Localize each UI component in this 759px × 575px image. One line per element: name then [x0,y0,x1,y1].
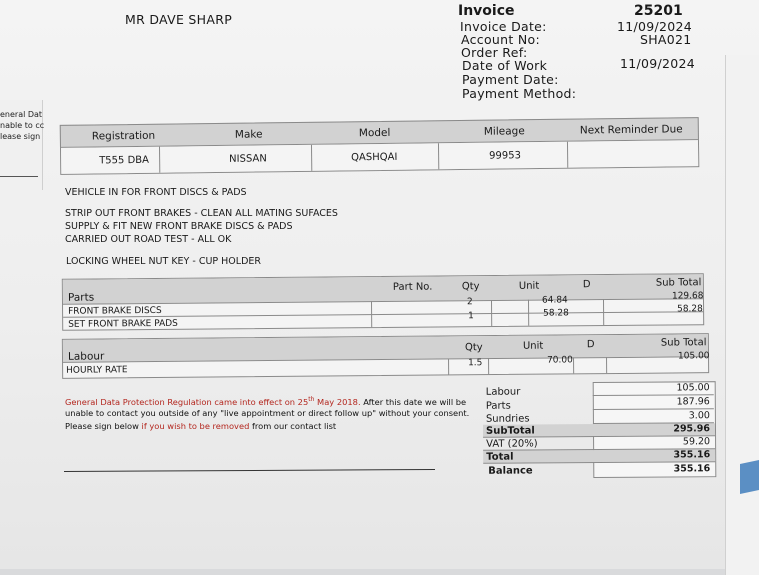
labour-header-qty: Qty [464,342,483,354]
labour-header-label: Labour [67,350,105,363]
parts-header-partno: Part No. [392,281,433,293]
work-note-5: LOCKING WHEEL NUT KEY - CUP HOLDER [66,256,261,267]
invoice-title: Invoice [458,3,515,19]
parts-row-2-desc: SET FRONT BRAKE PADS [68,318,178,330]
payment-method-label: Payment Method: [462,86,577,101]
vehicle-model-value: QASHQAI [351,151,398,164]
vehicle-header-mileage: Mileage [483,125,525,138]
totals-vat-label: VAT (20%) [486,438,538,450]
vehicle-header-registration: Registration [91,129,156,143]
labour-table [62,333,709,379]
vehicle-registration-value: T555 DBA [99,154,150,167]
vehicle-header-make: Make [234,128,263,141]
gdpr-line-3 [65,421,336,431]
work-note-4: CARRIED OUT ROAD TEST - ALL OK [65,234,232,245]
invoice-date-label: Invoice Date: [460,19,547,34]
order-ref-label: Order Ref: [461,45,528,60]
gdpr-line-1-red: General Data Protection Regulation came into effect on 25 [65,396,309,407]
work-note-1: VEHICLE IN FOR FRONT DISCS & PADS [65,187,247,198]
vehicle-header-model: Model [358,126,391,140]
gdpr-line-1 [65,396,466,407]
parts-header-subtotal: Sub Total [655,277,702,289]
gdpr-line-3-red: if you wish to be removed [141,421,250,431]
labour-row-1-desc: HOURLY RATE [66,365,128,376]
totals-labour-label: Labour [485,386,521,398]
totals-subtotal-value: 295.96 [673,423,711,435]
left-fragment-line-3: lease sign [0,132,41,141]
vehicle-table [60,117,700,175]
blue-tab-shape [740,460,759,494]
vehicle-header-next-reminder: Next Reminder Due [579,123,683,137]
vehicle-make-value: NISSAN [229,153,267,165]
labour-header-d: D [586,339,595,351]
work-note-3: SUPPLY & FIT NEW FRONT BRAKE DISCS & PADS [65,221,293,232]
parts-header-label: Parts [67,291,95,304]
totals-sundries-value: 3.00 [688,410,710,422]
parts-row-2-unit: 58.28 [543,308,569,319]
parts-row-2-subtotal: 58.28 [677,304,703,315]
parts-row-1-unit: 64.84 [541,295,568,306]
gdpr-line-3-a: Please sign below [65,421,142,431]
labour-header-unit: Unit [522,340,544,352]
totals-vat-value: 59.20 [682,436,711,448]
parts-row-1-qty: 2 [466,297,473,308]
parts-row-2-qty: 1 [468,311,474,322]
right-adjacent-sheet [725,55,759,575]
totals-subtotal-label: SubTotal [485,425,535,437]
left-fragment-line-1: eneral Dat [0,110,43,119]
labour-header-subtotal: Sub Total [660,337,707,349]
labour-row-1-qty: 1.5 [468,358,483,369]
gdpr-line-1-sup: th [308,396,315,403]
gdpr-line-2: unable to contact you outside of any "live appointment or direct follow up" without your consent. [65,408,470,418]
totals-total-value: 355.16 [673,449,711,461]
labour-row-1-subtotal: 105.00 [677,351,710,362]
parts-header-d: D [582,279,591,291]
gdpr-line-3-b: from our contact list [249,421,337,431]
parts-row-1-subtotal: 129.68 [671,291,704,302]
left-signature-rule [0,176,38,177]
vehicle-mileage-value: 99953 [489,150,522,162]
invoice-number: 25201 [634,3,683,19]
work-note-2: STRIP OUT FRONT BRAKES - CLEAN ALL MATING SUFACES [65,208,338,219]
account-no-value: SHA021 [640,32,692,47]
totals-sundries-label: Sundries [485,413,530,425]
account-no-label: Account No: [461,32,540,47]
totals-total-label: Total [486,451,514,463]
parts-header-unit: Unit [518,280,540,292]
totals-parts-label: Parts [485,400,511,412]
totals-block [483,381,716,479]
parts-table [62,273,704,331]
payment-date-label: Payment Date: [462,72,559,87]
left-fragment-line-2: nable to cc [0,121,45,130]
labour-row-1-unit: 70.00 [547,355,573,366]
date-of-work-label: Date of Work [462,58,548,73]
date-of-work-value: 11/09/2024 [620,56,696,71]
customer-name: MR DAVE SHARP [125,12,233,27]
gdpr-line-1-rest: After this date we will be [360,396,467,407]
parts-header-qty: Qty [461,281,480,293]
totals-balance-label: Balance [488,465,533,477]
gdpr-line-1-red2: May 2018. [314,396,361,407]
invoice-date-value: 11/09/2024 [617,19,693,34]
signature-line [64,469,435,472]
totals-balance-value: 355.16 [673,463,711,475]
totals-parts-value: 187.96 [676,396,710,408]
parts-row-1-desc: FRONT BRAKE DISCS [68,305,162,317]
totals-labour-value: 105.00 [676,382,710,394]
